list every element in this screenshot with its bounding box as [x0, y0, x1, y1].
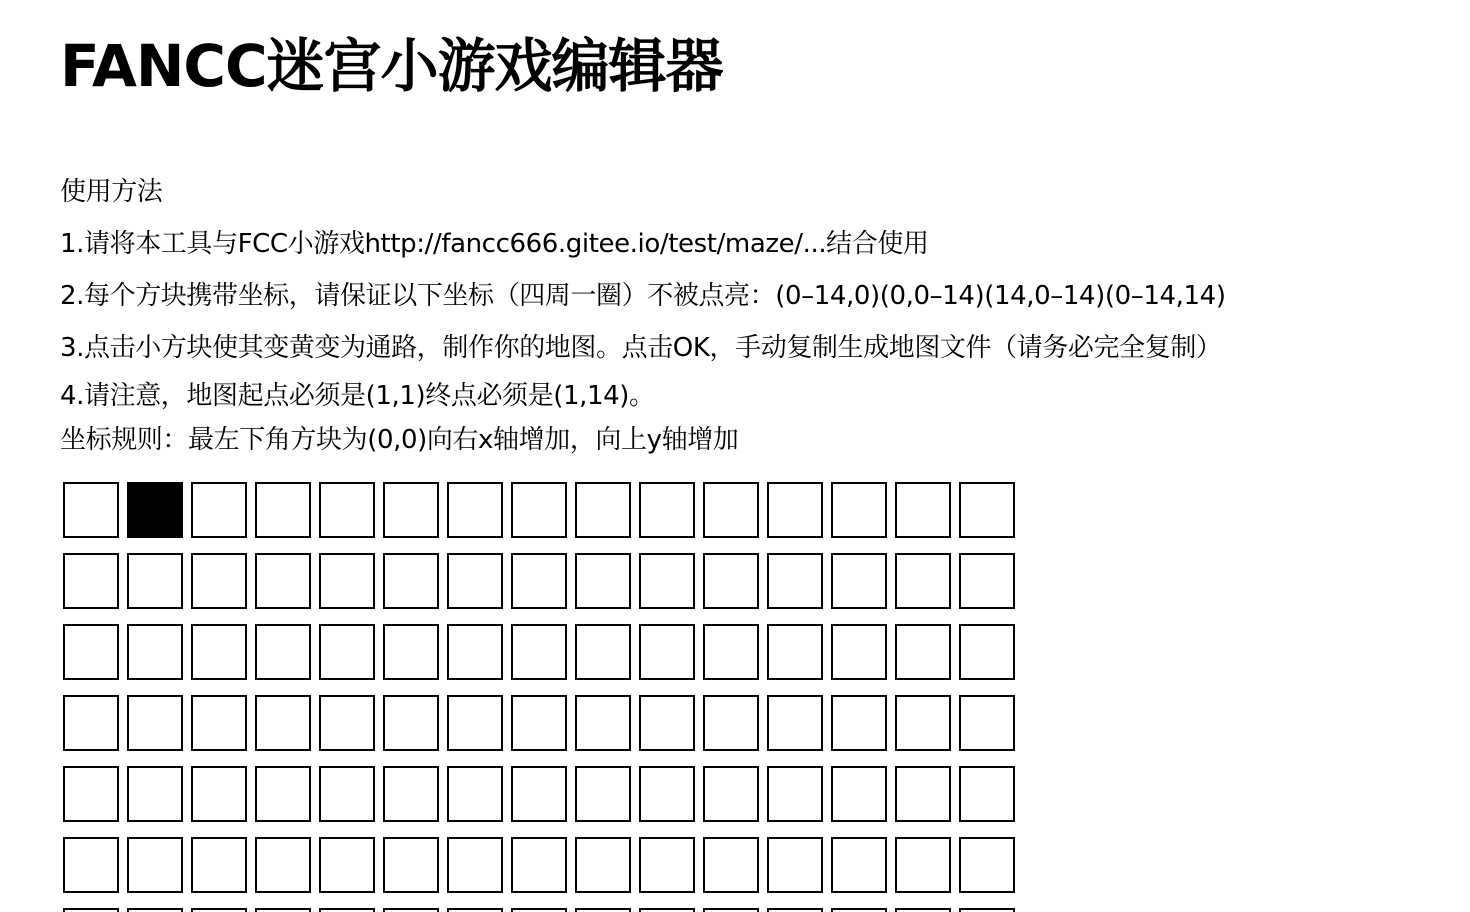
- maze-cell[interactable]: [767, 553, 823, 609]
- maze-cell[interactable]: [319, 766, 375, 822]
- maze-cell[interactable]: [511, 908, 567, 912]
- maze-cell[interactable]: [255, 695, 311, 751]
- maze-cell[interactable]: [703, 837, 759, 893]
- maze-cell[interactable]: [639, 766, 695, 822]
- maze-cell[interactable]: [191, 482, 247, 538]
- maze-cell[interactable]: [575, 482, 631, 538]
- maze-cell[interactable]: [575, 695, 631, 751]
- maze-cell[interactable]: [639, 695, 695, 751]
- instruction-line-2: 2.每个方块携带坐标，请保证以下坐标（四周一圈）不被点亮：(0–14,0)(0,0–14)(14,0–14)(0–14,14): [60, 281, 1226, 311]
- maze-cell[interactable]: [63, 695, 119, 751]
- maze-cell[interactable]: [703, 695, 759, 751]
- maze-cell[interactable]: [959, 624, 1015, 680]
- maze-cell[interactable]: [63, 553, 119, 609]
- maze-cell[interactable]: [319, 482, 375, 538]
- instructions-section: [60, 166, 1460, 462]
- maze-cell[interactable]: [127, 908, 183, 912]
- maze-cell[interactable]: [191, 553, 247, 609]
- maze-cell[interactable]: [255, 624, 311, 680]
- maze-cell[interactable]: [959, 553, 1015, 609]
- maze-cell[interactable]: [959, 837, 1015, 893]
- maze-cell[interactable]: [255, 766, 311, 822]
- maze-cell[interactable]: [447, 482, 503, 538]
- maze-cell[interactable]: [383, 766, 439, 822]
- maze-cell[interactable]: [511, 553, 567, 609]
- instruction-line-4: 4.请注意，地图起点必须是(1,1)终点必须是(1,14)。: [60, 381, 655, 411]
- maze-cell[interactable]: [383, 482, 439, 538]
- maze-cell[interactable]: [831, 624, 887, 680]
- maze-cell[interactable]: [895, 695, 951, 751]
- coordinate-rule: 坐标规则：最左下角方块为(0,0)向右x轴增加，向上y轴增加: [60, 425, 739, 455]
- maze-cell[interactable]: [575, 908, 631, 912]
- instructions-heading: 使用方法: [60, 177, 163, 207]
- maze-cell[interactable]: [511, 837, 567, 893]
- maze-cell[interactable]: [63, 766, 119, 822]
- maze-cell[interactable]: [831, 695, 887, 751]
- maze-cell[interactable]: [511, 695, 567, 751]
- maze-cell[interactable]: [767, 482, 823, 538]
- maze-cell[interactable]: [959, 695, 1015, 751]
- maze-cell[interactable]: [895, 553, 951, 609]
- maze-cell[interactable]: [895, 482, 951, 538]
- maze-cell[interactable]: [703, 553, 759, 609]
- maze-cell[interactable]: [575, 766, 631, 822]
- maze-cell[interactable]: [959, 482, 1015, 538]
- maze-cell[interactable]: [63, 908, 119, 912]
- maze-cell[interactable]: [447, 766, 503, 822]
- maze-cell[interactable]: [831, 482, 887, 538]
- maze-cell[interactable]: [319, 695, 375, 751]
- maze-cell[interactable]: [127, 553, 183, 609]
- maze-cell[interactable]: [255, 837, 311, 893]
- instruction-line-3: 3.点击小方块使其变黄变为通路，制作你的地图。点击OK，手动复制生成地图文件（请务必完全复制）: [60, 333, 1222, 363]
- maze-cell[interactable]: [895, 908, 951, 912]
- maze-cell[interactable]: [191, 624, 247, 680]
- maze-cell[interactable]: [831, 553, 887, 609]
- maze-cell[interactable]: [383, 695, 439, 751]
- maze-cell[interactable]: [383, 908, 439, 912]
- maze-cell[interactable]: [767, 624, 823, 680]
- maze-cell[interactable]: [767, 837, 823, 893]
- maze-cell[interactable]: [767, 695, 823, 751]
- maze-cell[interactable]: [127, 482, 183, 538]
- maze-cell[interactable]: [511, 624, 567, 680]
- instruction-line-1: 1.请将本工具与FCC小游戏http://fancc666.gitee.io/test/maze/...结合使用: [60, 229, 929, 259]
- maze-cell[interactable]: [255, 553, 311, 609]
- maze-cell[interactable]: [639, 553, 695, 609]
- maze-cell[interactable]: [639, 482, 695, 538]
- maze-cell[interactable]: [575, 553, 631, 609]
- maze-cell[interactable]: [319, 553, 375, 609]
- maze-cell[interactable]: [511, 766, 567, 822]
- maze-cell[interactable]: [383, 837, 439, 893]
- maze-cell[interactable]: [639, 624, 695, 680]
- maze-cell[interactable]: [575, 837, 631, 893]
- maze-cell[interactable]: [127, 766, 183, 822]
- maze-cell[interactable]: [63, 837, 119, 893]
- maze-cell[interactable]: [703, 766, 759, 822]
- maze-cell[interactable]: [895, 766, 951, 822]
- maze-cell[interactable]: [63, 624, 119, 680]
- maze-cell[interactable]: [383, 553, 439, 609]
- maze-cell[interactable]: [639, 908, 695, 912]
- maze-cell[interactable]: [959, 766, 1015, 822]
- maze-cell[interactable]: [191, 837, 247, 893]
- maze-cell[interactable]: [703, 482, 759, 538]
- maze-cell[interactable]: [639, 837, 695, 893]
- maze-cell[interactable]: [447, 624, 503, 680]
- maze-cell[interactable]: [191, 766, 247, 822]
- maze-cell[interactable]: [319, 908, 375, 912]
- maze-cell[interactable]: [383, 624, 439, 680]
- maze-cell[interactable]: [959, 908, 1015, 912]
- maze-cell[interactable]: [447, 695, 503, 751]
- maze-cell[interactable]: [831, 766, 887, 822]
- maze-cell[interactable]: [127, 837, 183, 893]
- maze-cell[interactable]: [703, 908, 759, 912]
- maze-cell[interactable]: [127, 695, 183, 751]
- maze-cell[interactable]: [447, 553, 503, 609]
- maze-cell[interactable]: [127, 624, 183, 680]
- maze-cell[interactable]: [767, 908, 823, 912]
- maze-cell[interactable]: [831, 837, 887, 893]
- maze-cell[interactable]: [895, 837, 951, 893]
- maze-cell[interactable]: [63, 482, 119, 538]
- maze-cell[interactable]: [319, 624, 375, 680]
- maze-cell[interactable]: [319, 837, 375, 893]
- maze-cell[interactable]: [191, 695, 247, 751]
- maze-cell[interactable]: [831, 908, 887, 912]
- maze-cell[interactable]: [703, 624, 759, 680]
- maze-cell[interactable]: [575, 624, 631, 680]
- maze-cell[interactable]: [511, 482, 567, 538]
- maze-cell[interactable]: [191, 908, 247, 912]
- maze-cell[interactable]: [255, 908, 311, 912]
- maze-cell[interactable]: [447, 908, 503, 912]
- maze-cell[interactable]: [767, 766, 823, 822]
- maze-grid: [63, 482, 1015, 912]
- maze-cell[interactable]: [447, 837, 503, 893]
- page-title: FANCC迷宫小游戏编辑器: [60, 32, 723, 100]
- maze-cell[interactable]: [895, 624, 951, 680]
- maze-cell[interactable]: [255, 482, 311, 538]
